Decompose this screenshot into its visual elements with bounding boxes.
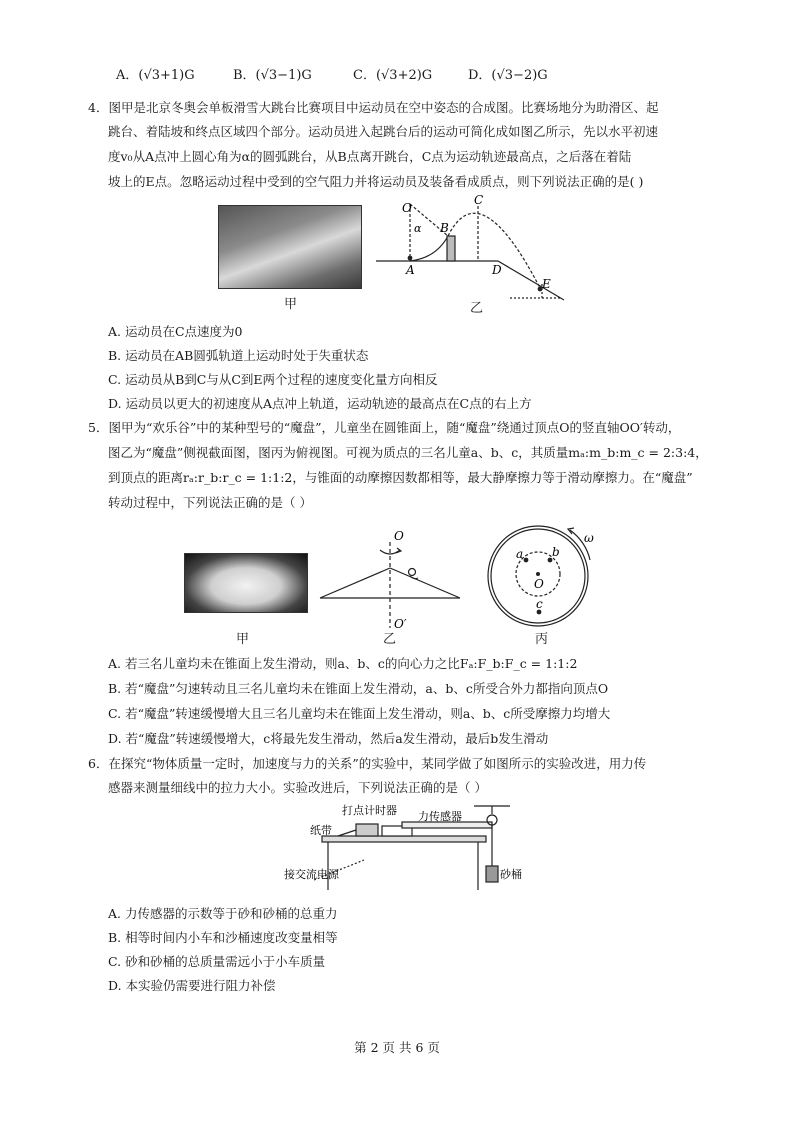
q5-option-b: B. 若“魔盘”匀速转动且三名儿童均未在锥面上发生滑动，a、b、c所受合外力都指向顶点O <box>108 681 609 696</box>
q5-stem-line-2: 图乙为“魔盘”侧视截面图，图丙为俯视图。可视为质点的三名儿童a、b、c，其质量mₐ:m_b:m_c = 2:3:4， <box>108 445 708 460</box>
label-e: E <box>542 277 551 291</box>
q6-option-a: A. 力传感器的示数等于砂和砂桶的总重力 <box>108 906 338 921</box>
q5-option-d: D. 若“魔盘”转速缓慢增大，c将最先发生滑动，然后a发生滑动，最后b发生滑动 <box>108 731 549 746</box>
label-b: B <box>440 221 449 235</box>
child-figure-head <box>409 569 416 576</box>
cone-right-edge <box>390 568 460 598</box>
label-timer: 打点计时器 <box>342 804 397 817</box>
q5-caption-bing: 丙 <box>535 632 549 647</box>
label-o: O <box>534 577 544 591</box>
ramp-block <box>447 236 455 261</box>
q6-option-b: B. 相等时间内小车和沙桶速度改变量相等 <box>108 930 338 945</box>
label-o: O <box>402 201 412 215</box>
q4-stem-line-3: 度v₀从A点冲上圆心角为α的圆弧跳台，从B点离开跳台，C点为运动轨迹最高点，之后落在着陆 <box>108 149 632 164</box>
q3-option-c: C．(√3+2)G <box>353 68 433 83</box>
q4-stem-line-2: 跳台、着陆坡和终点区域四个部分。运动员进入起跳台后的运动可简化成如图乙所示，先以水平初速 <box>108 124 659 139</box>
ramp-arc <box>410 236 448 261</box>
label-o-prime: O′ <box>394 617 407 631</box>
q4-option-d: D. 运动员以更大的初速度从A点冲上轨道，运动轨迹的最高点在C点的右上方 <box>108 396 532 411</box>
q4-option-c: C. 运动员从B到C与从C到E两个过程的速度变化量方向相反 <box>108 372 438 387</box>
q3-option-b: B．(√3−1)G <box>233 68 312 83</box>
center-dot <box>536 572 540 576</box>
q4-stem-line-4: 坡上的E点。忽略运动过程中受到的空气阻力并将运动员及装备看成质点，则下列说法正确的是( ) <box>108 174 644 189</box>
q5-figure-bing-diagram <box>482 520 598 632</box>
q5-caption-jia: 甲 <box>236 632 250 647</box>
paper-tape <box>338 830 356 836</box>
label-power: 接交流电源 <box>284 868 339 881</box>
q6-option-d: D. 本实验仍需要进行阻力补偿 <box>108 978 276 993</box>
label-a: a <box>516 547 524 561</box>
point-a-marker <box>408 256 413 261</box>
q6-option-c: C. 砂和砂桶的总质量需远小于小车质量 <box>108 954 326 969</box>
label-d: D <box>492 263 502 277</box>
q5-figure-jia-photo <box>184 553 308 613</box>
q5-option-c: C. 若“魔盘”转速缓慢增大且三名儿童均未在锥面上发生滑动，则a、b、c所受摩擦力均增大 <box>108 706 611 721</box>
timer-box <box>356 824 378 836</box>
q5-stem-line-3: 到顶点的距离rₐ:r_b:r_c = 1:1:2，与锥面的动摩擦因数都相等，最大静摩擦力等于滑动摩擦力。在“魔盘” <box>108 470 693 485</box>
label-c: c <box>536 597 543 611</box>
q4-caption-jia: 甲 <box>284 297 298 312</box>
label-b: b <box>552 545 560 559</box>
q3-options <box>116 64 676 90</box>
q4-option-b: B. 运动员在AB圆弧轨道上运动时处于失重状态 <box>108 348 369 363</box>
q6-stem-line-2: 感器来测量细线中的拉力大小。实验改进后，下列说法正确的是（ ） <box>108 780 487 795</box>
label-a: A <box>406 263 415 277</box>
child-a-dot <box>524 558 529 563</box>
q4-figure-yi-diagram <box>370 192 580 304</box>
label-alpha: α <box>414 222 422 235</box>
q3-option-d: D．(√3−2)G <box>468 68 548 83</box>
q4-stem-line-1: 4．图甲是北京冬奥会单板滑雪大跳台比赛项目中运动员在空中姿态的合成图。比赛场地分为助滑区、起 <box>88 100 659 115</box>
label-o: O <box>394 529 404 543</box>
q5-figure-yi-diagram <box>314 528 464 638</box>
landing-slope <box>498 261 564 300</box>
q4-option-a: A. 运动员在C点速度为0 <box>108 324 243 339</box>
q5-caption-yi: 乙 <box>383 632 397 647</box>
track-board <box>322 836 486 842</box>
q3-option-a: A．(√3+1)G <box>116 68 195 83</box>
label-tape: 纸带 <box>310 824 332 837</box>
q4-caption-yi: 乙 <box>470 301 484 316</box>
label-sensor: 力传感器 <box>418 810 462 823</box>
q6-figure-apparatus <box>278 800 528 898</box>
label-bucket: 砂桶 <box>500 868 522 881</box>
label-omega: ω <box>584 531 594 545</box>
cone-left-edge <box>320 568 390 598</box>
label-c: C <box>474 193 484 207</box>
q4-figure-jia-photo <box>218 205 362 289</box>
q6-stem-line-1: 6．在探究“物体质量一定时，加速度与力的关系”的实验中，某同学做了如图所示的实验改进，用力传 <box>88 756 647 771</box>
q5-stem-line-4: 转动过程中，下列说法正确的是（ ） <box>108 495 312 510</box>
q5-stem-line-1: 5．图甲为“欢乐谷”中的某种型号的“魔盘”，儿童坐在圆锥面上，随“魔盘”绕通过顶点O的竖直轴OO′转动， <box>88 420 681 435</box>
q5-option-a: A. 若三名儿童均未在锥面上发生滑动，则a、b、c的向心力之比Fₐ:F_b:F_c = 1:1:2 <box>108 656 578 671</box>
child-figure-body <box>410 576 418 579</box>
sand-bucket <box>486 866 498 882</box>
page-footer: 第 2 页 共 6 页 <box>354 1040 440 1055</box>
